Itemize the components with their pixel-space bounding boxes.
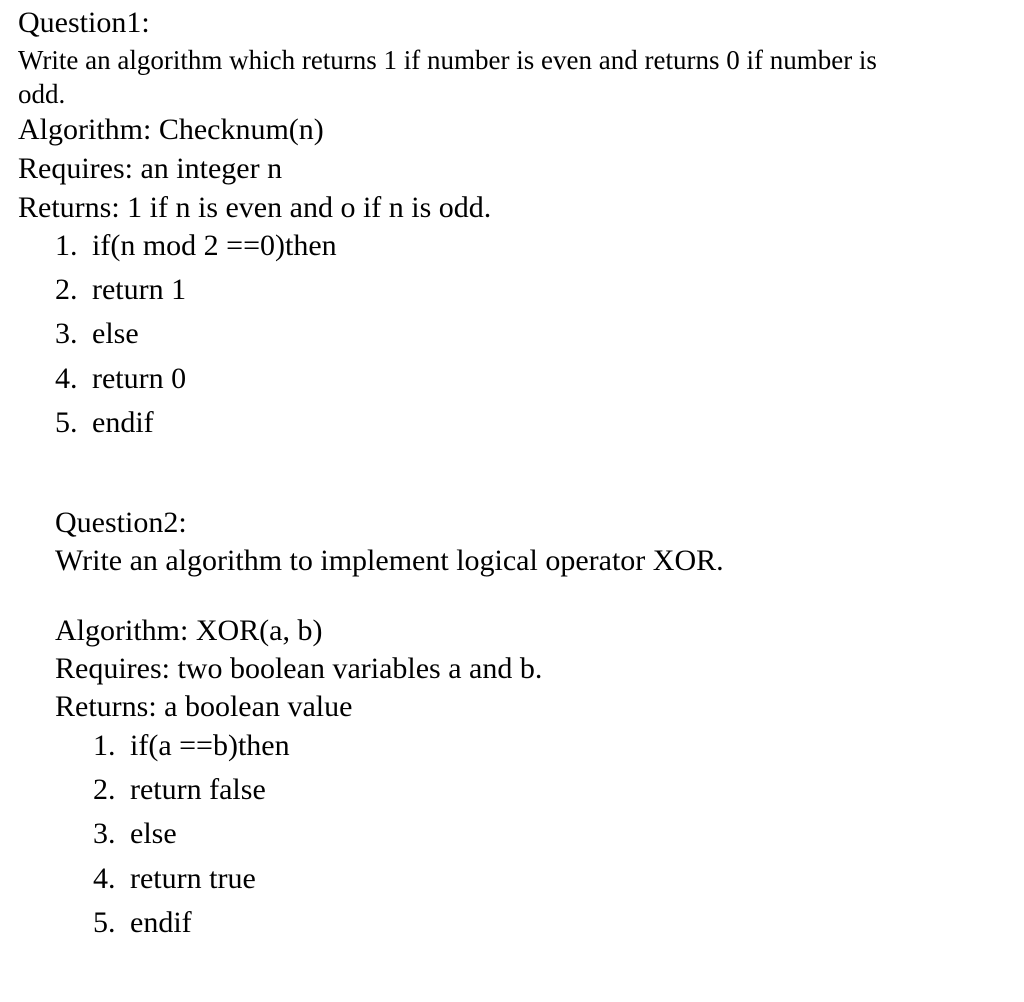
step-text: endif: [92, 406, 154, 439]
step-text: return false: [130, 773, 266, 806]
step-number: 5.: [93, 906, 116, 939]
step-text: return 1: [92, 273, 187, 306]
step-text: if(n mod 2 ==0)then: [92, 229, 337, 262]
step-number: 4.: [93, 862, 116, 895]
question2-algorithm: Algorithm: XOR(a, b): [55, 614, 323, 647]
question2-step-2: [93, 775, 266, 805]
question1-step-2: [55, 275, 186, 305]
step-text: if(a ==b)then: [130, 729, 290, 762]
question2-title: Question2:: [55, 506, 187, 539]
step-text: else: [92, 317, 139, 350]
question2-step-4: [93, 864, 256, 894]
step-number: 4.: [55, 362, 78, 395]
step-text: return true: [130, 862, 256, 895]
question2-step-3: [93, 819, 177, 849]
step-number: 1.: [55, 229, 78, 262]
question1-returns: Returns: 1 if n is even and o if n is odd.: [18, 191, 492, 224]
question1-step-3: [55, 319, 139, 349]
step-text: return 0: [92, 362, 187, 395]
question1-prompt-line2: odd.: [18, 79, 66, 109]
question2-step-1: [93, 731, 290, 761]
question2-step-5: [93, 908, 192, 938]
step-number: 1.: [93, 729, 116, 762]
question1-prompt-line1: Write an algorithm which returns 1 if number is even and returns 0 if number is: [18, 45, 877, 75]
question2-prompt: Write an algorithm to implement logical operator XOR.: [55, 544, 724, 577]
question1-algorithm: Algorithm: Checknum(n): [18, 113, 324, 146]
step-text: endif: [130, 906, 192, 939]
step-number: 2.: [93, 773, 116, 806]
step-number: 3.: [55, 317, 78, 350]
step-number: 5.: [55, 406, 78, 439]
question1-requires: Requires: an integer n: [18, 152, 283, 185]
question1-step-5: [55, 408, 154, 438]
question1-step-1: [55, 231, 337, 261]
question2-returns: Returns: a boolean value: [55, 690, 353, 723]
question2-requires: Requires: two boolean variables a and b.: [55, 652, 543, 685]
step-number: 2.: [55, 273, 78, 306]
question1-step-4: [55, 364, 186, 394]
step-number: 3.: [93, 817, 116, 850]
question1-title: Question1:: [18, 6, 150, 39]
step-text: else: [130, 817, 177, 850]
